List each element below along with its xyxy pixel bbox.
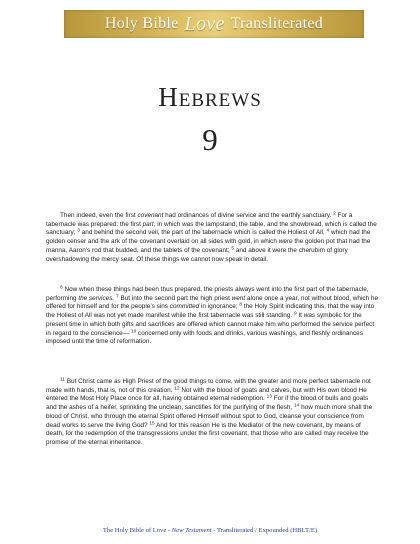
- paragraph-1: Then indeed, even the first covenant had ordinances of divine service and the earthly sanctuary. $^2$ For a tabernacle was prepared: the first part, in which was the lampstand, the table, and the showbread, which is called the sanctuary; $^3$ and behind the second veil, the part of the tabernacle which is called the Holiest of All, $^4$ which had the golden censer and the ark of the covenant overlaid on all sides with gold, in which were the golden pot that had the manna, Aaron’s rod that budded, and the tablets of the covenant; $^5$ and above it were the cherubim of glory overshadowing the mercy seat. Of these things we cannot now speak in detail.: [46, 211, 377, 263]
- verse-number: 2: [333, 211, 336, 217]
- verse-number: 6: [60, 285, 63, 291]
- verse-number: 12: [174, 386, 180, 392]
- banner-title-left: Holy Bible: [104, 15, 179, 32]
- verse-number: 14: [293, 403, 300, 409]
- verse-number: 4: [326, 229, 330, 235]
- verse-number: 11: [60, 377, 65, 383]
- book-title: Hebrews: [158, 82, 262, 112]
- verse-number: 8: [239, 303, 243, 309]
- paragraph-2: $^6$ Now when these things had been thus prepared, the priests always went into the first part of the tabernacle, performing the services. $^7$ But into the second part the high priest went alone once a year, not without blood, which he offered for himself and for the people’s sins committed in ignorance; $^8$ the Holy Spirit indicating this, that the way into the Holiest of All was not yet made manifest while the first tabernacle was still standing. $^9$ It was symbolic for the present time in which both gifts and sacrifices are offered which cannot make him who performed the service perfect in regard to the conscience— $^{10}$ concerned only with foods and drinks, various washings, and fleshly ordinances imposed until the time of reformation.: [46, 285, 379, 346]
- verse-number: 7: [115, 294, 119, 300]
- verse-number: 10: [130, 329, 137, 335]
- footer-credit: The Holy Bible of Love - New Testament - Transliterated / Expounded (HBLT/E): [102, 527, 318, 534]
- verse-number: 15: [149, 421, 155, 427]
- header-banner: [64, 10, 364, 38]
- banner-title-right: Transliterated: [230, 15, 324, 32]
- verse-number: 5: [231, 246, 235, 252]
- verse-number: 3: [77, 229, 80, 235]
- verse-number: 9: [293, 311, 297, 317]
- paragraph-3: $^{11}$ But Christ came as High Priest of the good things to come, with the greater and more perfect tabernacle not made with hands, that is, not of this creation. $^{12}$ Not with the blood of goats and calves, but with His own blood He entered the Most Holy Place once for all, having obtained eternal redemption. $^{13}$ For if the blood of bulls and goats and the ashes of a heifer, sprinkling the unclean, sanctifies for the purifying of the flesh, $^{14}$ how much more shall the blood of Christ, who through the eternal Spirit offered Himself without spot to God, cleanse your conscience from dead works to serve the living God? $^{15}$ And for this reason He is the Mediator of the new covenant, by means of death, for the redemption of the transgressions under the first covenant, that those who are called may receive the promise of the eternal inheritance.: [46, 377, 373, 446]
- chapter-number: 9: [202, 122, 218, 157]
- verse-number: 13: [266, 395, 272, 401]
- banner-title-script: Love: [184, 12, 225, 35]
